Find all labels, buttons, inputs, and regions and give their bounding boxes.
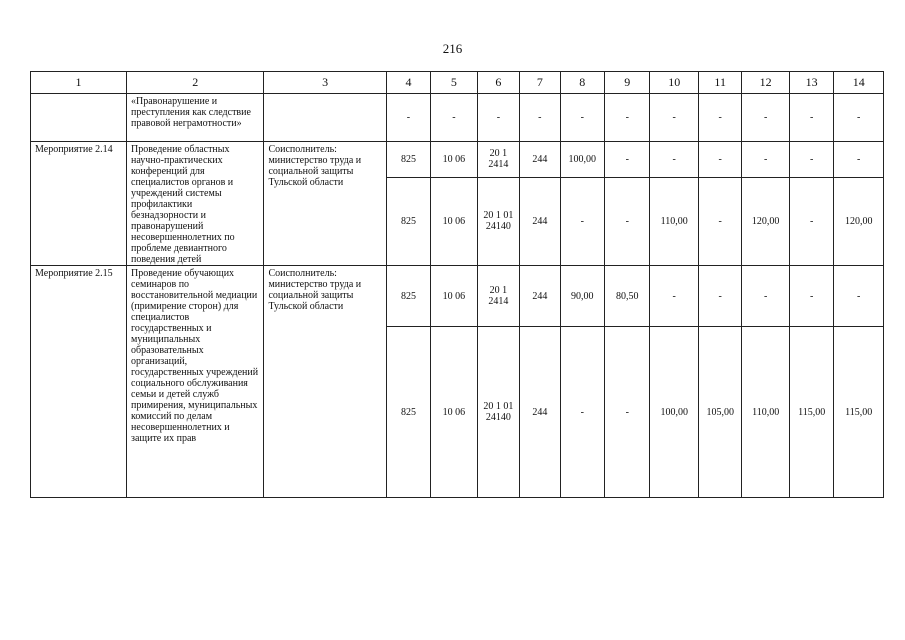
value-cell: 120,00: [834, 177, 884, 265]
value-cell: -: [742, 266, 790, 327]
header-cell: 14: [834, 72, 884, 94]
value-cell: 244: [520, 266, 560, 327]
continuation-row: [31, 94, 884, 142]
activity-description: Проведение обучающих семинаров по восстановительной медиации (примирение сторон) для специалистов государственных и муниципальных образовательных организаций, государственных учреждений социального обслуживания семьи и детей служб примирения, муниципальных комиссий по делам несовершеннолетних и защите их прав: [127, 266, 264, 498]
value-cell: 80,50: [605, 266, 650, 327]
value-cell: 244: [520, 327, 560, 498]
value-cell: 10 06: [431, 266, 477, 327]
value-cell: -: [698, 266, 741, 327]
value-cell: -: [650, 266, 699, 327]
header-cell: 10: [650, 72, 699, 94]
activity-name: Мероприятие 2.15: [31, 266, 127, 498]
value-cell: 115,00: [789, 327, 833, 498]
table-row: [31, 142, 884, 178]
value-cell: -: [605, 327, 650, 498]
header-cell: 6: [477, 72, 519, 94]
value-cell: 244: [520, 177, 560, 265]
header-cell: 2: [127, 72, 264, 94]
activity-executor: Соисполнитель: министерство труда и социальной защиты Тульской области: [264, 142, 386, 266]
page-number: 216: [442, 41, 463, 56]
header-cell: 4: [386, 72, 430, 94]
header-row: [31, 72, 884, 94]
value-cell: -: [789, 266, 833, 327]
value-cell: 244: [520, 142, 560, 178]
header-cell: 8: [560, 72, 604, 94]
value-cell: 120,00: [742, 177, 790, 265]
value-cell: -: [560, 327, 604, 498]
value-cell: 10 06: [431, 177, 477, 265]
value-cell: -: [834, 266, 884, 327]
activity-executor: Соисполнитель: министерство труда и социальной защиты Тульской области: [264, 266, 386, 498]
value-cell: -: [650, 94, 699, 142]
value-cell: -: [698, 177, 741, 265]
activity-description: Проведение областных научно-практических конференций для специалистов органов и учреждений системы профилактики безнадзорности и правонарушений несовершеннолетних по проблеме девиантного поведения детей: [127, 142, 264, 266]
value-cell: 20 1 2414: [477, 266, 519, 327]
value-cell: -: [789, 94, 833, 142]
value-cell: -: [834, 142, 884, 178]
activity-name: Мероприятие 2.14: [31, 142, 127, 266]
value-cell: 90,00: [560, 266, 604, 327]
value-cell: 20 1 01 24140: [477, 177, 519, 265]
executor-cell: [264, 94, 386, 142]
header-cell: 9: [605, 72, 650, 94]
activity-description: «Правонарушение и преступления как следствие правовой неграмотности»: [127, 94, 264, 142]
header-cell: 11: [698, 72, 741, 94]
value-cell: -: [698, 94, 741, 142]
value-cell: -: [560, 94, 604, 142]
header-cell: 7: [520, 72, 560, 94]
value-cell: -: [477, 94, 519, 142]
value-cell: -: [431, 94, 477, 142]
value-cell: -: [789, 177, 833, 265]
value-cell: -: [834, 94, 884, 142]
header-cell: 13: [789, 72, 833, 94]
value-cell: 825: [386, 327, 430, 498]
value-cell: 825: [386, 177, 430, 265]
header-cell: 3: [264, 72, 386, 94]
value-cell: -: [386, 94, 430, 142]
value-cell: -: [605, 94, 650, 142]
header-cell: 5: [431, 72, 477, 94]
value-cell: 100,00: [560, 142, 604, 178]
value-cell: -: [650, 142, 699, 178]
value-cell: 20 1 01 24140: [477, 327, 519, 498]
value-cell: 10 06: [431, 327, 477, 498]
budget-table: [30, 71, 884, 498]
value-cell: 105,00: [698, 327, 741, 498]
header-cell: 1: [31, 72, 127, 94]
value-cell: -: [605, 177, 650, 265]
value-cell: 20 1 2414: [477, 142, 519, 178]
value-cell: 825: [386, 142, 430, 178]
value-cell: -: [698, 142, 741, 178]
value-cell: -: [560, 177, 604, 265]
value-cell: 110,00: [650, 177, 699, 265]
value-cell: -: [605, 142, 650, 178]
value-cell: -: [742, 94, 790, 142]
value-cell: 10 06: [431, 142, 477, 178]
value-cell: 100,00: [650, 327, 699, 498]
header-cell: 12: [742, 72, 790, 94]
value-cell: 825: [386, 266, 430, 327]
table-row: [31, 266, 884, 327]
value-cell: 115,00: [834, 327, 884, 498]
activity-name-cell: [31, 94, 127, 142]
value-cell: -: [742, 142, 790, 178]
value-cell: -: [789, 142, 833, 178]
value-cell: 110,00: [742, 327, 790, 498]
value-cell: -: [520, 94, 560, 142]
